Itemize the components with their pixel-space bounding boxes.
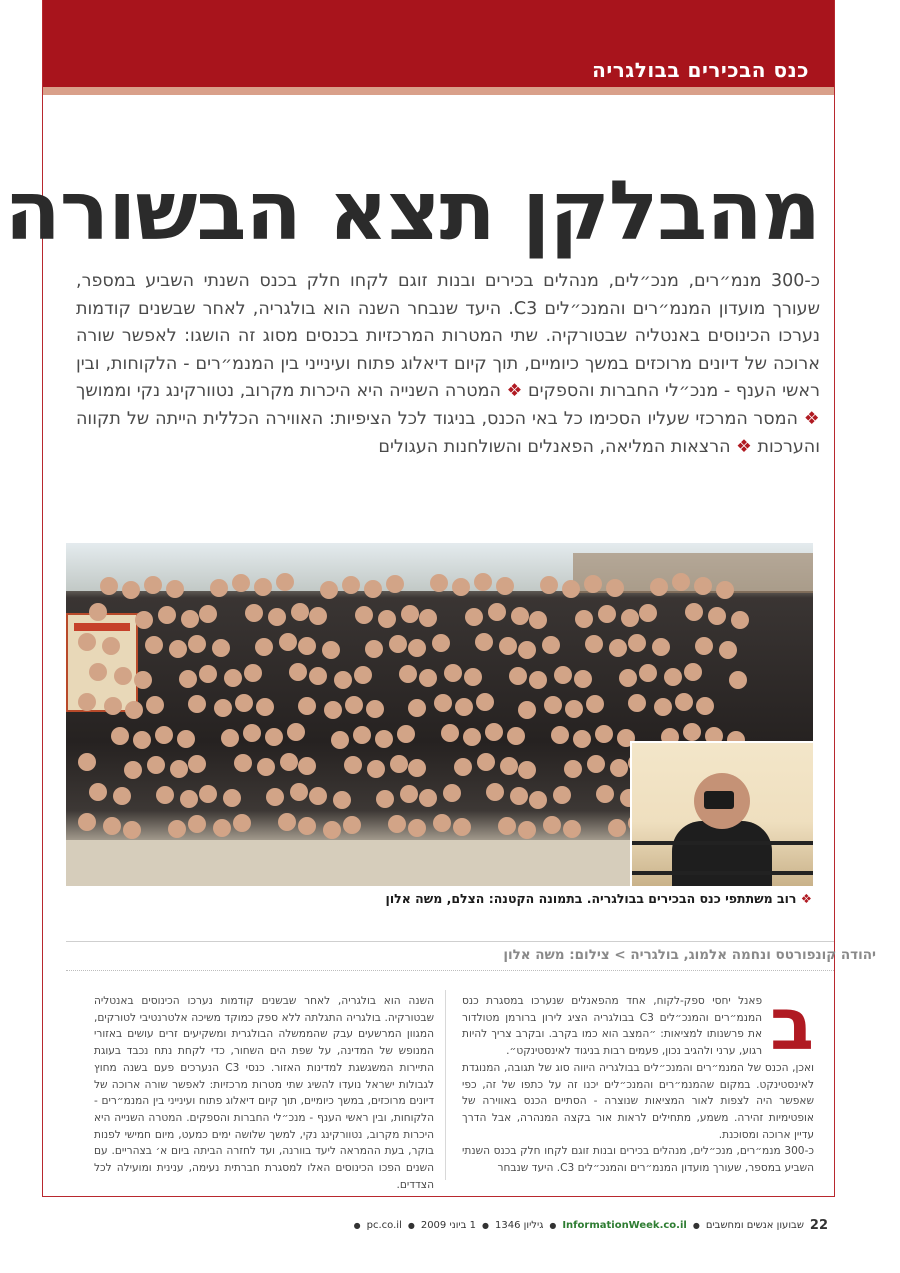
body-paragraph: השנה הוא בולגריה, לאחר שבשנים קודמות נערכו הכינוסים באנטליה שבטורקיה. בולגריה התגלתה ללא ספק כמוקד משיכה אלטרנטיבי לטורקים, המגוון המרשעים עבק שהממשלה הבולגרית ומשקיעים זרים עושים באזורי המנופש של המדינה, על שפת הים השחור, כדי לקחת נתח נכבד בעוגת התיירות המשגשגת למדינות האזור. כנסי C3 הנערכים פעם בשנה מחוץ לגבולות ישראל נועדו להשיג שתי מטרות מרכזיות: לאפשר שורה ארוכה של דיונים מרוכזים, במשך כיומיים, תוך קיום דיאלוג פתוח ועינייני בין המנמ״רים - הלקוחות, ובין ראשי הענף - מנכ״לי החברות והספקים. המטרה השנייה היא היכרות מקרוב, נטוורקינג נקי, למשך שלושה ימים כמעט, מיום חמישי לפנות בוקר, בעת ההמראה ליעד בוורנה, ועד לחזרה הביתה ביום א׳ בצהריים. עם השנים הפכו הכינוסים האלו למסגרת חברתית נעימה, ענינית ומועילה לכל הצדדים. xyxy=(94,995,434,1191)
lead-part-4: הרצאות המליאה, הפאנלים והשולחנות העגולים xyxy=(378,436,731,457)
section-title: כנס הבכירים בבולגריה xyxy=(592,58,809,82)
drop-cap: ב xyxy=(770,982,814,1066)
bullet-icon: ❖ xyxy=(736,436,752,457)
lead-paragraph xyxy=(76,268,820,461)
divider xyxy=(66,941,834,942)
divider-dotted xyxy=(66,970,834,971)
group-photo xyxy=(66,543,813,886)
page-number: 22 xyxy=(809,1218,828,1233)
bullet-dot-icon: ● xyxy=(549,1221,557,1230)
lead-part-1: כ-300 מנמ״רים, מנכ״לים, מנהלים בכירים ובנות זוגם לקחו חלק בכנס השנתי השביע במספר, שעורך מועדון המנמ״רים והמנכ״לים C3. היעד שנבחר השנה הוא בולגריה, לאחר שבשנים קודמות נערכו הכינוסים באנטליה שבטורקיה. שתי המטרות המרכזיות בכנסים מסוג זה הושגו: לאפשר שורה ארוכה של דיונים מרוכזים במשך כיומיים, תוך קיום דיאלוג פתוח ועינייני בין המנמ״רים - הלקוחות, ובין ראשי הענף - מנכ״לי החברות והספקים xyxy=(76,271,820,402)
issue-number: גיליון 1346 xyxy=(494,1220,544,1231)
photo-caption xyxy=(386,891,812,906)
bullet-icon: ❖ xyxy=(800,891,812,906)
bullet-dot-icon: ● xyxy=(482,1221,489,1230)
caption-part-1: רוב משתתפי כנס הבכירים בבולגריה. xyxy=(586,891,797,906)
bullet-dot-icon: ● xyxy=(407,1221,415,1230)
lead-part-2: המטרה השנייה היא היכרות מקרוב, נטוורקינג נקי וממושך xyxy=(76,381,501,402)
camera-icon xyxy=(704,791,734,809)
issue-date: 1 ביוני 2009 xyxy=(420,1220,476,1231)
body-column-left xyxy=(94,993,434,1193)
body-paragraph: כ-300 מנמ״רים, מנכ״לים, מנהלים בכירים ובנות זוגם לקחו חלק בכנס השנתי השביע במספר, שעורך מועדון המנמ״רים והמנכ״לים C3. היעד שנבחר xyxy=(462,1145,814,1175)
caption-part-2: בתמונה הקטנה: הצלם, משה אלון xyxy=(385,891,583,906)
bullet-dot-icon: ● xyxy=(692,1221,700,1230)
site-link[interactable]: InformationWeek.co.il xyxy=(562,1220,687,1231)
body-paragraph: ואכן, הכנס של המנמ״רים והמנכ״לים בבולגריה היווה סוג של תגובה, המנוגדת לאינסטינקט. במקום שהמנמ״רים והמנכ״לים יכנו זה על כתפו של זה, כפי שאפשר היה לצפות לאור המציאות שנוצרה - הסתיים הכנס באווירה של אופטימיות זהירה. משמע, מתחילים לראות אור בקצה המנהרה, אבל הדרך עדיין ארוכה ומסוכנת. xyxy=(462,1061,814,1141)
bullet-icon: ❖ xyxy=(506,381,523,402)
headline: מהבלקן תצא הבשורה xyxy=(4,164,820,259)
body-column-right xyxy=(462,982,814,1177)
byline-credit: יהודה קונפורטס ונחמה אלמוג, בולגריה > צילום: משה אלון xyxy=(503,947,876,963)
bullet-dot-icon: ● xyxy=(353,1221,361,1230)
publication-name: שבועון אנשים ומחשבים xyxy=(705,1220,804,1231)
inset-photo-photographer xyxy=(630,741,813,886)
lead-part-3: המסר המרכזי שעליו הסכימו כל באי הכנס, בניגוד לכל הציפיות: האווירה הכללית הייתה של תקווה והערכות xyxy=(76,408,820,457)
bullet-icon: ❖ xyxy=(803,408,820,429)
column-divider xyxy=(445,990,446,1180)
site-link-2[interactable]: pc.co.il xyxy=(366,1220,402,1231)
page-footer xyxy=(353,1218,828,1233)
body-paragraph: פאנל יחסי ספק-לקוח, אחד מהפאנלים שנערכו במסגרת כנס המנמ״רים והמנכ״לים C3 בבולגריה הציג לירון ברורמן מטולדור את פרשנותו למציאות: ״המצב הוא כמו בקרב. ובקרב צריך להיות רגוע, ערני ולהגיב נכון, פעמים רבות בניגוד לאינסטינקט״. xyxy=(462,995,763,1058)
